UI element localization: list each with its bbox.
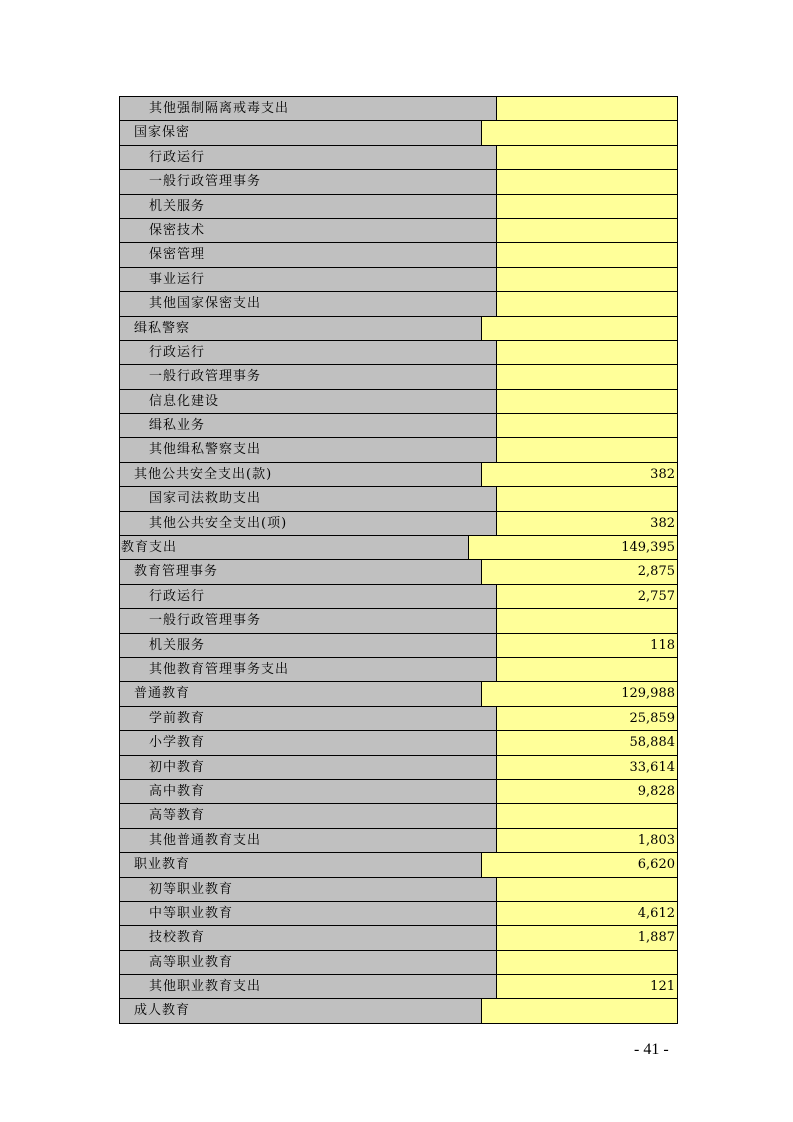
item-value <box>497 438 678 462</box>
item-label: 初中教育 <box>120 756 497 780</box>
table-row <box>120 463 678 487</box>
item-value: 1,803 <box>497 829 678 853</box>
table-row <box>120 243 678 267</box>
item-value: 1,887 <box>497 926 678 950</box>
item-label: 教育管理事务 <box>120 560 482 584</box>
item-value <box>497 878 678 902</box>
table-row <box>120 804 678 828</box>
item-label: 高等职业教育 <box>120 951 497 975</box>
table-row <box>120 926 678 950</box>
item-label: 学前教育 <box>120 707 497 731</box>
budget-table <box>119 96 678 1024</box>
item-value: 121 <box>497 975 678 999</box>
item-value <box>497 390 678 414</box>
item-value: 382 <box>482 463 678 487</box>
table-row <box>120 658 678 682</box>
item-label: 普通教育 <box>120 682 482 706</box>
item-value: 9,828 <box>497 780 678 804</box>
table-row <box>120 853 678 877</box>
table-row <box>120 341 678 365</box>
item-value: 58,884 <box>497 731 678 755</box>
table-row <box>120 829 678 853</box>
item-label: 行政运行 <box>120 341 497 365</box>
item-value: 4,612 <box>497 902 678 926</box>
item-label: 机关服务 <box>120 634 497 658</box>
item-label: 缉私警察 <box>120 317 482 341</box>
item-value <box>497 365 678 389</box>
item-label: 小学教育 <box>120 731 497 755</box>
table-row <box>120 536 678 560</box>
table-row <box>120 414 678 438</box>
item-value: 2,757 <box>497 585 678 609</box>
table-row <box>120 585 678 609</box>
table-row <box>120 999 678 1023</box>
item-label: 保密管理 <box>120 243 497 267</box>
item-value <box>497 951 678 975</box>
item-label: 国家司法救助支出 <box>120 487 497 511</box>
item-value: 382 <box>497 512 678 536</box>
item-label: 行政运行 <box>120 146 497 170</box>
table-row <box>120 707 678 731</box>
item-value <box>482 999 678 1023</box>
item-value <box>497 195 678 219</box>
table-row <box>120 170 678 194</box>
table-row <box>120 780 678 804</box>
table-row <box>120 121 678 145</box>
item-value: 149,395 <box>469 536 678 560</box>
table-row <box>120 146 678 170</box>
item-value <box>482 317 678 341</box>
item-value: 33,614 <box>497 756 678 780</box>
table-row <box>120 975 678 999</box>
item-label: 其他教育管理事务支出 <box>120 658 497 682</box>
table-row <box>120 951 678 975</box>
item-value: 129,988 <box>482 682 678 706</box>
table-row <box>120 634 678 658</box>
item-value <box>497 243 678 267</box>
table-row <box>120 731 678 755</box>
item-label: 一般行政管理事务 <box>120 609 497 633</box>
item-value: 6,620 <box>482 853 678 877</box>
table-row <box>120 487 678 511</box>
table-row <box>120 756 678 780</box>
item-label: 其他强制隔离戒毒支出 <box>120 97 497 121</box>
item-value <box>497 268 678 292</box>
table-row <box>120 682 678 706</box>
item-label: 一般行政管理事务 <box>120 365 497 389</box>
item-label: 行政运行 <box>120 585 497 609</box>
item-value: 25,859 <box>497 707 678 731</box>
item-label: 其他公共安全支出(项) <box>120 512 497 536</box>
item-value <box>497 487 678 511</box>
item-value: 118 <box>497 634 678 658</box>
table-row <box>120 219 678 243</box>
item-value <box>497 658 678 682</box>
item-value <box>497 97 678 121</box>
item-label: 机关服务 <box>120 195 497 219</box>
item-label: 其他公共安全支出(款) <box>120 463 482 487</box>
table-row <box>120 902 678 926</box>
item-label: 技校教育 <box>120 926 497 950</box>
table-row <box>120 292 678 316</box>
item-label: 高中教育 <box>120 780 497 804</box>
table-row <box>120 97 678 121</box>
item-value <box>497 341 678 365</box>
table-row <box>120 268 678 292</box>
item-label: 事业运行 <box>120 268 497 292</box>
item-value: 2,875 <box>482 560 678 584</box>
item-label: 教育支出 <box>120 536 469 560</box>
item-value <box>497 219 678 243</box>
item-value <box>497 146 678 170</box>
table-row <box>120 512 678 536</box>
item-label: 信息化建设 <box>120 390 497 414</box>
table-row <box>120 560 678 584</box>
item-value <box>497 414 678 438</box>
item-label: 高等教育 <box>120 804 497 828</box>
item-label: 成人教育 <box>120 999 482 1023</box>
table-row <box>120 317 678 341</box>
table-row <box>120 878 678 902</box>
table-row <box>120 195 678 219</box>
item-label: 其他普通教育支出 <box>120 829 497 853</box>
table-row <box>120 390 678 414</box>
table-row <box>120 609 678 633</box>
item-label: 保密技术 <box>120 219 497 243</box>
item-value <box>497 609 678 633</box>
item-label: 初等职业教育 <box>120 878 497 902</box>
item-label: 其他职业教育支出 <box>120 975 497 999</box>
item-label: 职业教育 <box>120 853 482 877</box>
item-label: 缉私业务 <box>120 414 497 438</box>
item-value <box>482 121 678 145</box>
table-row <box>120 365 678 389</box>
item-label: 一般行政管理事务 <box>120 170 497 194</box>
item-value <box>497 170 678 194</box>
item-label: 中等职业教育 <box>120 902 497 926</box>
table-row <box>120 438 678 462</box>
item-value <box>497 292 678 316</box>
item-label: 其他国家保密支出 <box>120 292 497 316</box>
page-number: - 41 - <box>634 1041 669 1058</box>
item-label: 国家保密 <box>120 121 482 145</box>
item-value <box>497 804 678 828</box>
item-label: 其他缉私警察支出 <box>120 438 497 462</box>
